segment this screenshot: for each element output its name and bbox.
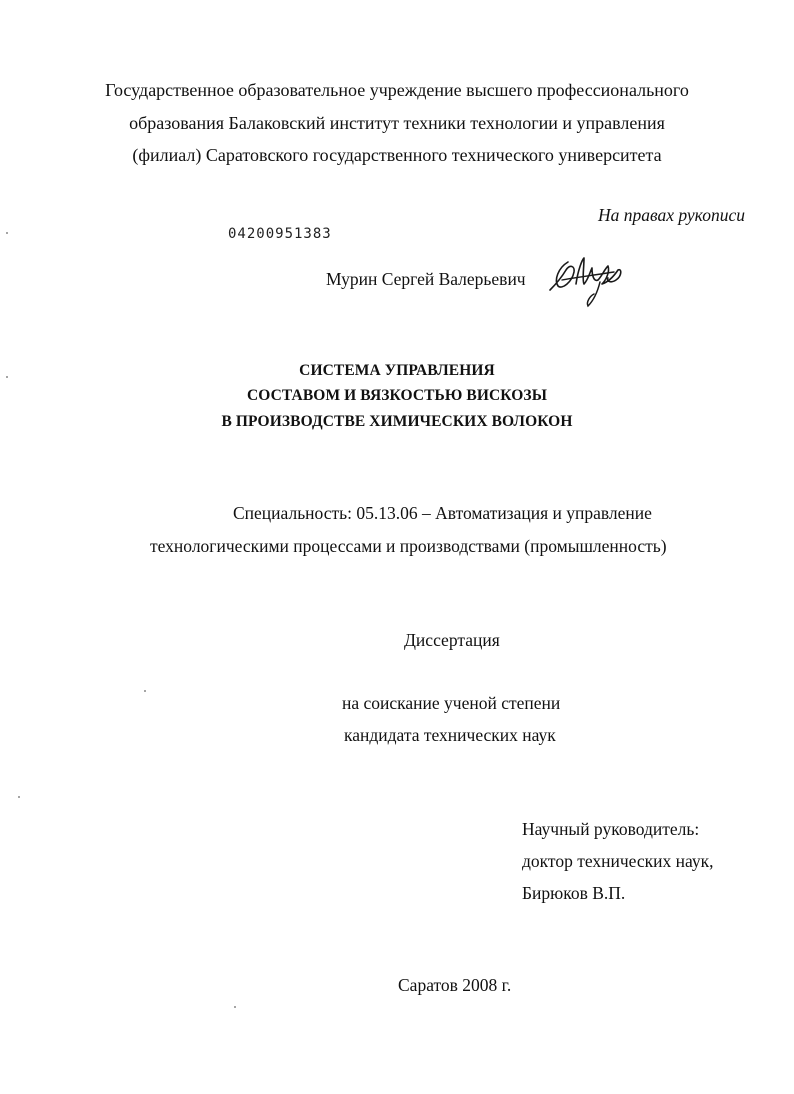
document-type: Диссертация <box>404 630 500 650</box>
institution-line-1: Государственное образовательное учреждение высшего профессионального <box>105 80 689 100</box>
registration-number: 04200951383 <box>228 226 332 242</box>
scan-speck <box>234 1006 236 1008</box>
supervisor-label: Научный руководитель: <box>522 819 700 839</box>
city-year: Саратов 2008 г. <box>398 975 512 995</box>
dissertation-title-line-1: СИСТЕМА УПРАВЛЕНИЯ <box>299 362 495 379</box>
dissertation-title-line-2: СОСТАВОМ И ВЯЗКОСТЬЮ ВИСКОЗЫ <box>246 387 548 404</box>
institution-line-3: (филиал) Саратовского государственного технического университета <box>132 145 662 165</box>
author-name: Мурин Сергей Валерьевич <box>326 269 526 289</box>
degree-line-1: на соискание ученой степени <box>342 693 561 713</box>
specialty-line-2: технологическими процессами и производствами (промышленность) <box>150 536 667 556</box>
dissertation-title-line-3: В ПРОИЗВОДСТВЕ ХИМИЧЕСКИХ ВОЛОКОН <box>221 413 573 430</box>
degree-line-2: кандидата технических наук <box>344 725 556 745</box>
scan-speck <box>144 690 146 692</box>
specialty-line-1: Специальность: 05.13.06 – Автоматизация и управление <box>233 503 652 523</box>
scan-speck <box>18 796 20 798</box>
supervisor-degree: доктор технических наук, <box>522 851 714 871</box>
supervisor-name: Бирюков В.П. <box>522 883 626 903</box>
scan-speck <box>6 376 8 378</box>
scan-speck <box>6 232 8 234</box>
rights-note: На правах рукописи <box>598 205 745 225</box>
signature-image <box>548 250 626 308</box>
institution-line-2: образования Балаковский институт техники технологии и управления <box>129 113 665 133</box>
